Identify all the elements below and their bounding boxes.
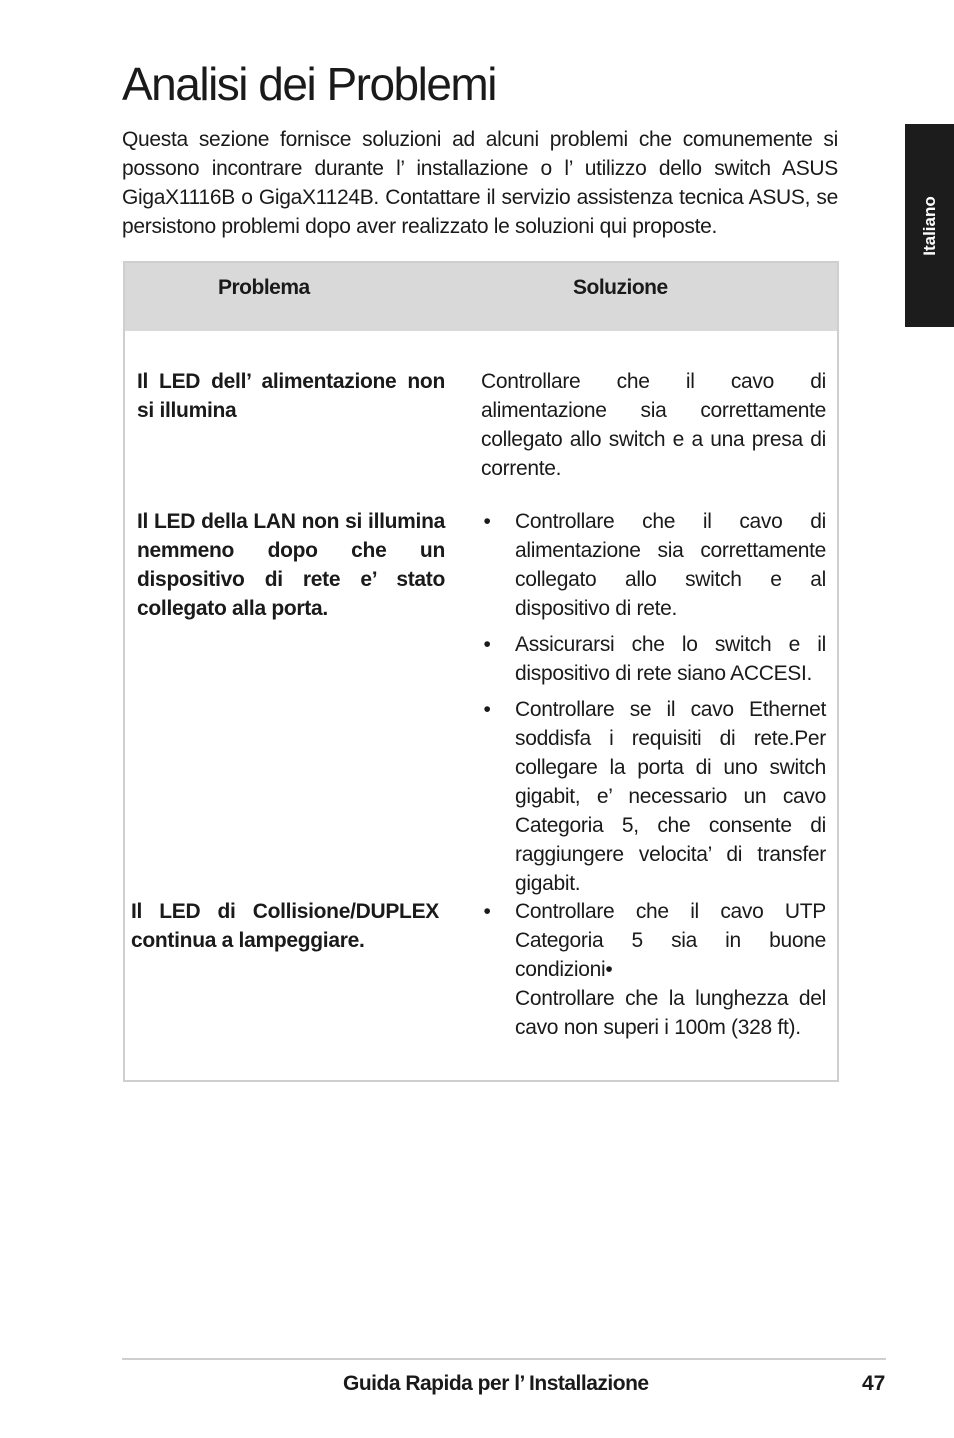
troubleshooting-table	[123, 261, 839, 1082]
bullet-icon: •	[483, 698, 491, 721]
header-problem: Problema	[218, 276, 310, 299]
row-2-solution-list	[481, 507, 826, 905]
list-item	[481, 695, 826, 898]
bullet-icon: •	[483, 900, 491, 923]
list-item-text: Controllare che il cavo di alimentazione sia correttamente collegato allo switch e al dispositivo di rete.	[515, 510, 826, 620]
list-item	[481, 507, 826, 623]
row-3-solution-list	[481, 897, 826, 1049]
bullet-icon: •	[483, 510, 491, 533]
list-item	[481, 630, 826, 688]
bullet-icon: •	[483, 633, 491, 656]
footer-divider	[122, 1358, 886, 1360]
language-tab-label: Italiano	[919, 195, 939, 256]
page-title: Analisi dei Problemi	[122, 58, 496, 110]
row-1-problem: Il LED dell’ alimentazione non si illumina	[137, 370, 445, 422]
row-3-problem: Il LED di Collisione/DUPLEX continua a lampeggiare.	[131, 900, 439, 952]
footer-guide-title: Guida Rapida per l’ Installazione	[343, 1372, 649, 1395]
list-item-text: Controllare che la lunghezza del cavo non superi i 100m (328 ft).	[515, 987, 826, 1039]
row-2-problem: Il LED della LAN non si illumina nemmeno dopo che un dispositivo di rete e’ stato collegato alla porta.	[137, 510, 445, 620]
list-item-text: Assicurarsi che lo switch e il dispositivo di rete siano ACCESI.	[515, 633, 826, 685]
list-item	[481, 897, 826, 1042]
table-header	[125, 263, 837, 331]
header-solution: Soluzione	[573, 276, 668, 299]
list-item-text: Controllare se il cavo Ethernet soddisfa i requisiti di rete.Per collegare la porta di uno switch gigabit, e’ necessario un cavo Categoria 5, che consente di raggiungere velocita’ di transfer gigabit.	[515, 698, 826, 895]
list-item-text: Controllare che il cavo UTP Categoria 5 sia in buone condizioni•	[515, 900, 826, 981]
intro-paragraph: Questa sezione fornisce soluzioni ad alcuni problemi che comunemente si possono incontrare durante l’ installazione o l’ utilizzo dello switch ASUS GigaX1116B o GigaX1124B. Contattare il servizio assistenza tecnica ASUS, se persistono problemi dopo aver realizzato le soluzioni qui proposte.	[122, 128, 838, 238]
page-number: 47	[862, 1372, 886, 1395]
row-1-solution: Controllare che il cavo di alimentazione sia correttamente collegato allo switch e a una presa di corrente.	[481, 370, 826, 480]
language-tab	[905, 124, 954, 327]
